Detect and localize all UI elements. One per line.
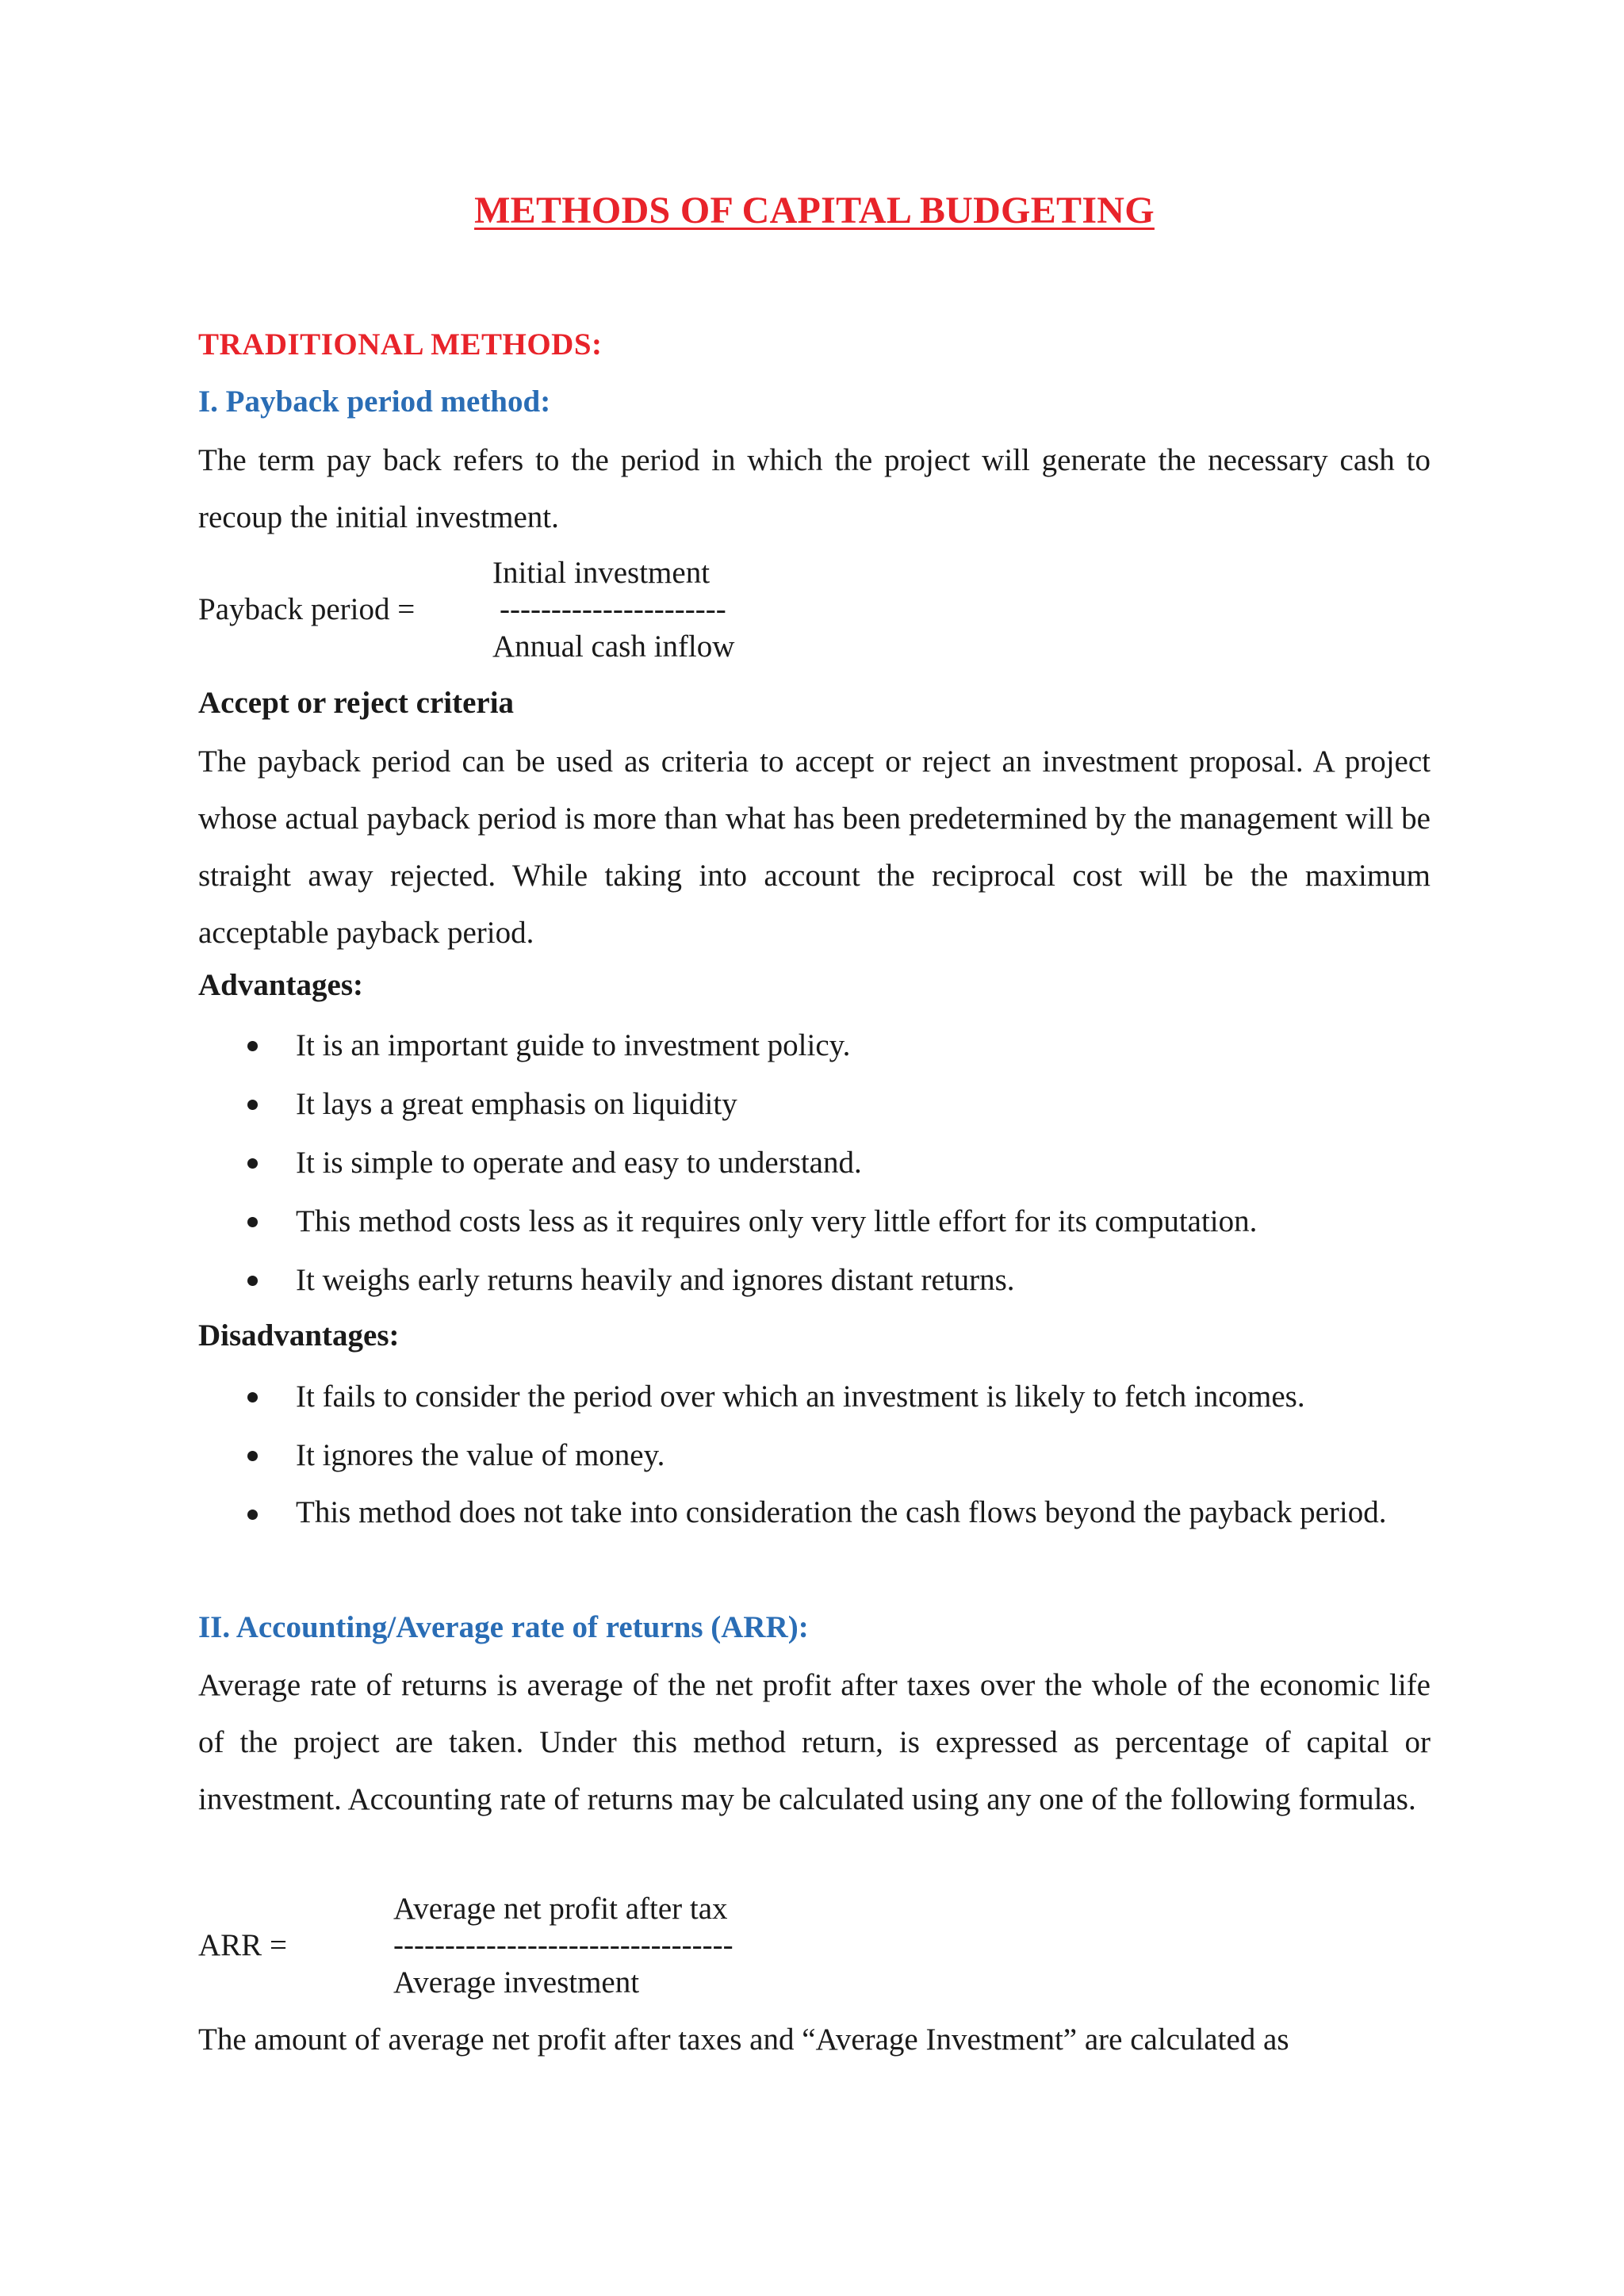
payback-heading: I. Payback period method: bbox=[198, 385, 551, 419]
payback-formula-denominator: Annual cash inflow bbox=[492, 629, 735, 664]
arr-closing-text: The amount of average net profit after taxes and “Average Investment” are calculated as bbox=[198, 2022, 1289, 2057]
list-item: This method does not take into consideration the cash flows beyond the payback period. bbox=[198, 1485, 1431, 1540]
advantages-heading: Advantages: bbox=[198, 968, 364, 1002]
bullet-icon bbox=[247, 1158, 258, 1169]
page-title: METHODS OF CAPITAL BUDGETING bbox=[474, 189, 1155, 232]
arr-formula-denominator: Average investment bbox=[393, 1965, 640, 1999]
list-item: It lays a great emphasis on liquidity bbox=[198, 1075, 1431, 1134]
list-item: This method costs less as it requires only very little effort for its computation. bbox=[198, 1192, 1431, 1251]
bullet-icon bbox=[247, 1451, 258, 1461]
bullet-icon bbox=[247, 1041, 258, 1051]
payback-formula-lhs: Payback period = bbox=[198, 592, 416, 626]
bullet-icon bbox=[247, 1100, 258, 1110]
list-item: It is simple to operate and easy to understand. bbox=[198, 1134, 1431, 1192]
payback-formula-bar: ---------------------- bbox=[500, 592, 726, 626]
advantages-list bbox=[198, 1016, 1431, 1310]
arr-formula-numerator: Average net profit after tax bbox=[393, 1892, 728, 1926]
document-page bbox=[198, 0, 1431, 2296]
arr-formula-bar: --------------------------------- bbox=[393, 1928, 733, 1962]
list-item: It is an important guide to investment policy. bbox=[198, 1016, 1431, 1075]
arr-formula-lhs: ARR = bbox=[198, 1928, 287, 1962]
arr-heading: II. Accounting/Average rate of returns (ARR): bbox=[198, 1610, 809, 1644]
disadvantages-list bbox=[198, 1368, 1431, 1540]
list-item: It fails to consider the period over which an investment is likely to fetch incomes. bbox=[198, 1368, 1431, 1426]
list-item: It ignores the value of money. bbox=[198, 1426, 1431, 1485]
bullet-icon bbox=[247, 1276, 258, 1286]
payback-formula-numerator: Initial investment bbox=[492, 556, 710, 590]
bullet-icon bbox=[247, 1510, 258, 1520]
bullet-icon bbox=[247, 1217, 258, 1227]
criteria-text: The payback period can be used as criteria to accept or reject an investment proposal. A project whose actual payback period is more than what has been predetermined by the management will be straight away rejected. While taking into account the reciprocal cost will be the maximum acceptable payback period. bbox=[198, 744, 1431, 950]
payback-intro: The term pay back refers to the period in which the project will generate the necessary cash to recoup the initial investment. bbox=[198, 443, 1431, 534]
bullet-icon bbox=[247, 1392, 258, 1402]
traditional-methods-heading: TRADITIONAL METHODS: bbox=[198, 327, 603, 362]
criteria-heading: Accept or reject criteria bbox=[198, 686, 515, 720]
disadvantages-heading: Disadvantages: bbox=[198, 1318, 400, 1353]
list-item: It weighs early returns heavily and ignores distant returns. bbox=[198, 1251, 1431, 1310]
arr-intro: Average rate of returns is average of the net profit after taxes over the whole of the economic life of the project are taken. Under this method return, is expressed as percentage of capital or investment. Accounting rate of returns may be calculated using any one of the following formulas. bbox=[198, 1668, 1431, 1816]
